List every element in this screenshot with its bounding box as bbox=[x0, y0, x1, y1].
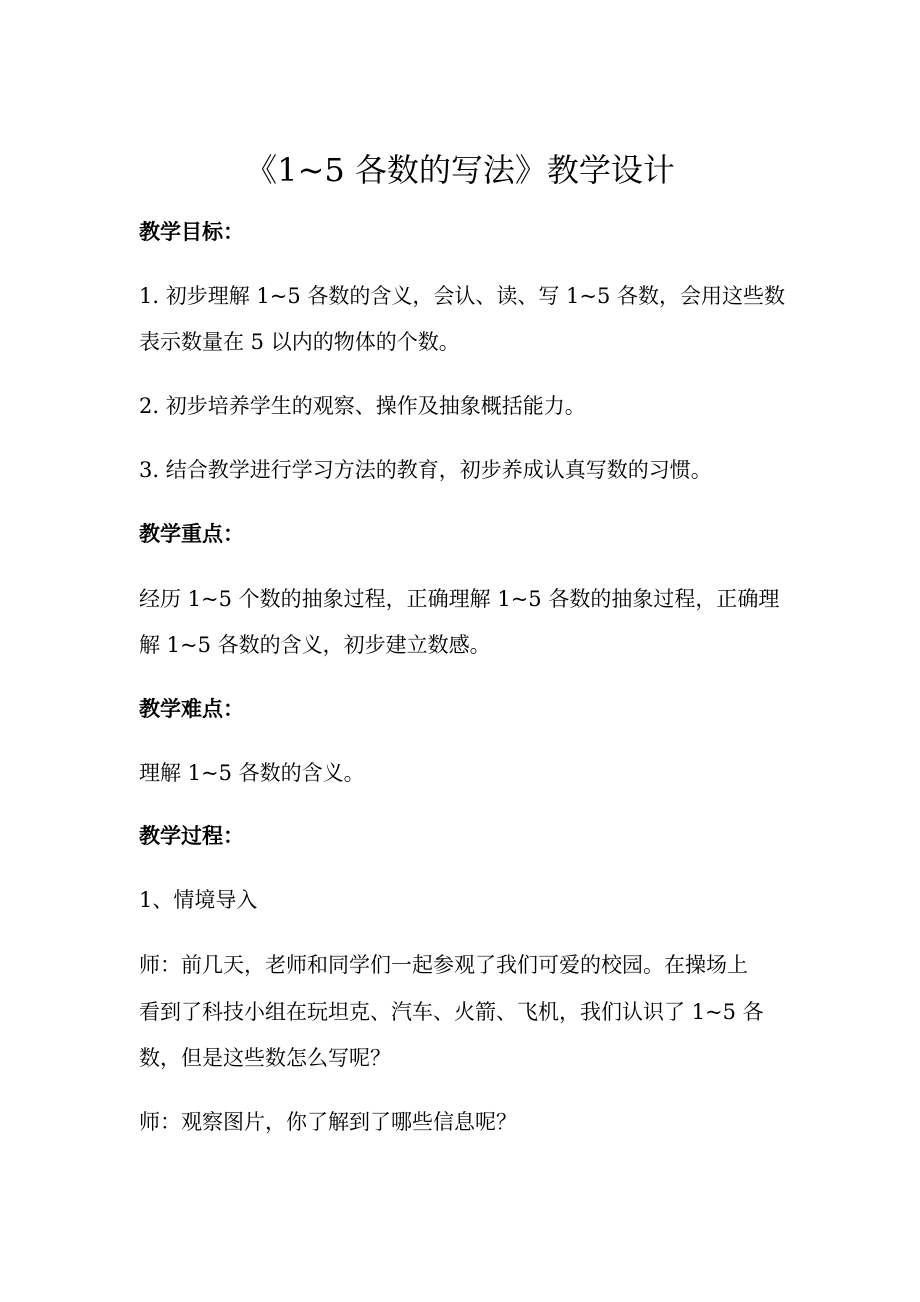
teacher-para-1-line-3: 数，但是这些数怎么写呢？ bbox=[139, 1046, 391, 1070]
goal-1-line-2: 表示数量在 5 以内的物体的个数。 bbox=[139, 330, 460, 354]
document-title: 《1~5 各数的写法》教学设计 bbox=[245, 151, 675, 189]
goal-3: 3. 结合教学进行学习方法的教育，初步养成认真写数的习惯。 bbox=[139, 458, 712, 482]
key-points-line-1: 经历 1~5 个数的抽象过程，正确理解 1~5 各数的抽象过程，正确理 bbox=[139, 587, 780, 611]
process-step-1: 1、情境导入 bbox=[139, 888, 258, 912]
process-heading: 教学过程： bbox=[139, 823, 244, 848]
key-points-heading: 教学重点： bbox=[139, 521, 244, 546]
goal-1-line-1: 1. 初步理解 1~5 各数的含义，会认、读、写 1~5 各数，会用这些数 bbox=[139, 284, 786, 308]
key-points-line-2: 解 1~5 各数的含义，初步建立数感。 bbox=[139, 633, 491, 657]
goal-2: 2. 初步培养学生的观察、操作及抽象概括能力。 bbox=[139, 394, 586, 418]
difficulties-text: 理解 1~5 各数的含义。 bbox=[139, 761, 365, 785]
teacher-para-1-line-2: 看到了科技小组在玩坦克、汽车、火箭、飞机，我们认识了 1~5 各 bbox=[139, 1000, 764, 1024]
teacher-para-1-line-1: 师：前几天，老师和同学们一起参观了我们可爱的校园。在操场上 bbox=[139, 953, 748, 977]
goals-heading: 教学目标： bbox=[139, 219, 244, 244]
teacher-para-2: 师：观察图片，你了解到了哪些信息呢？ bbox=[139, 1110, 517, 1134]
difficulties-heading: 教学难点： bbox=[139, 696, 244, 721]
